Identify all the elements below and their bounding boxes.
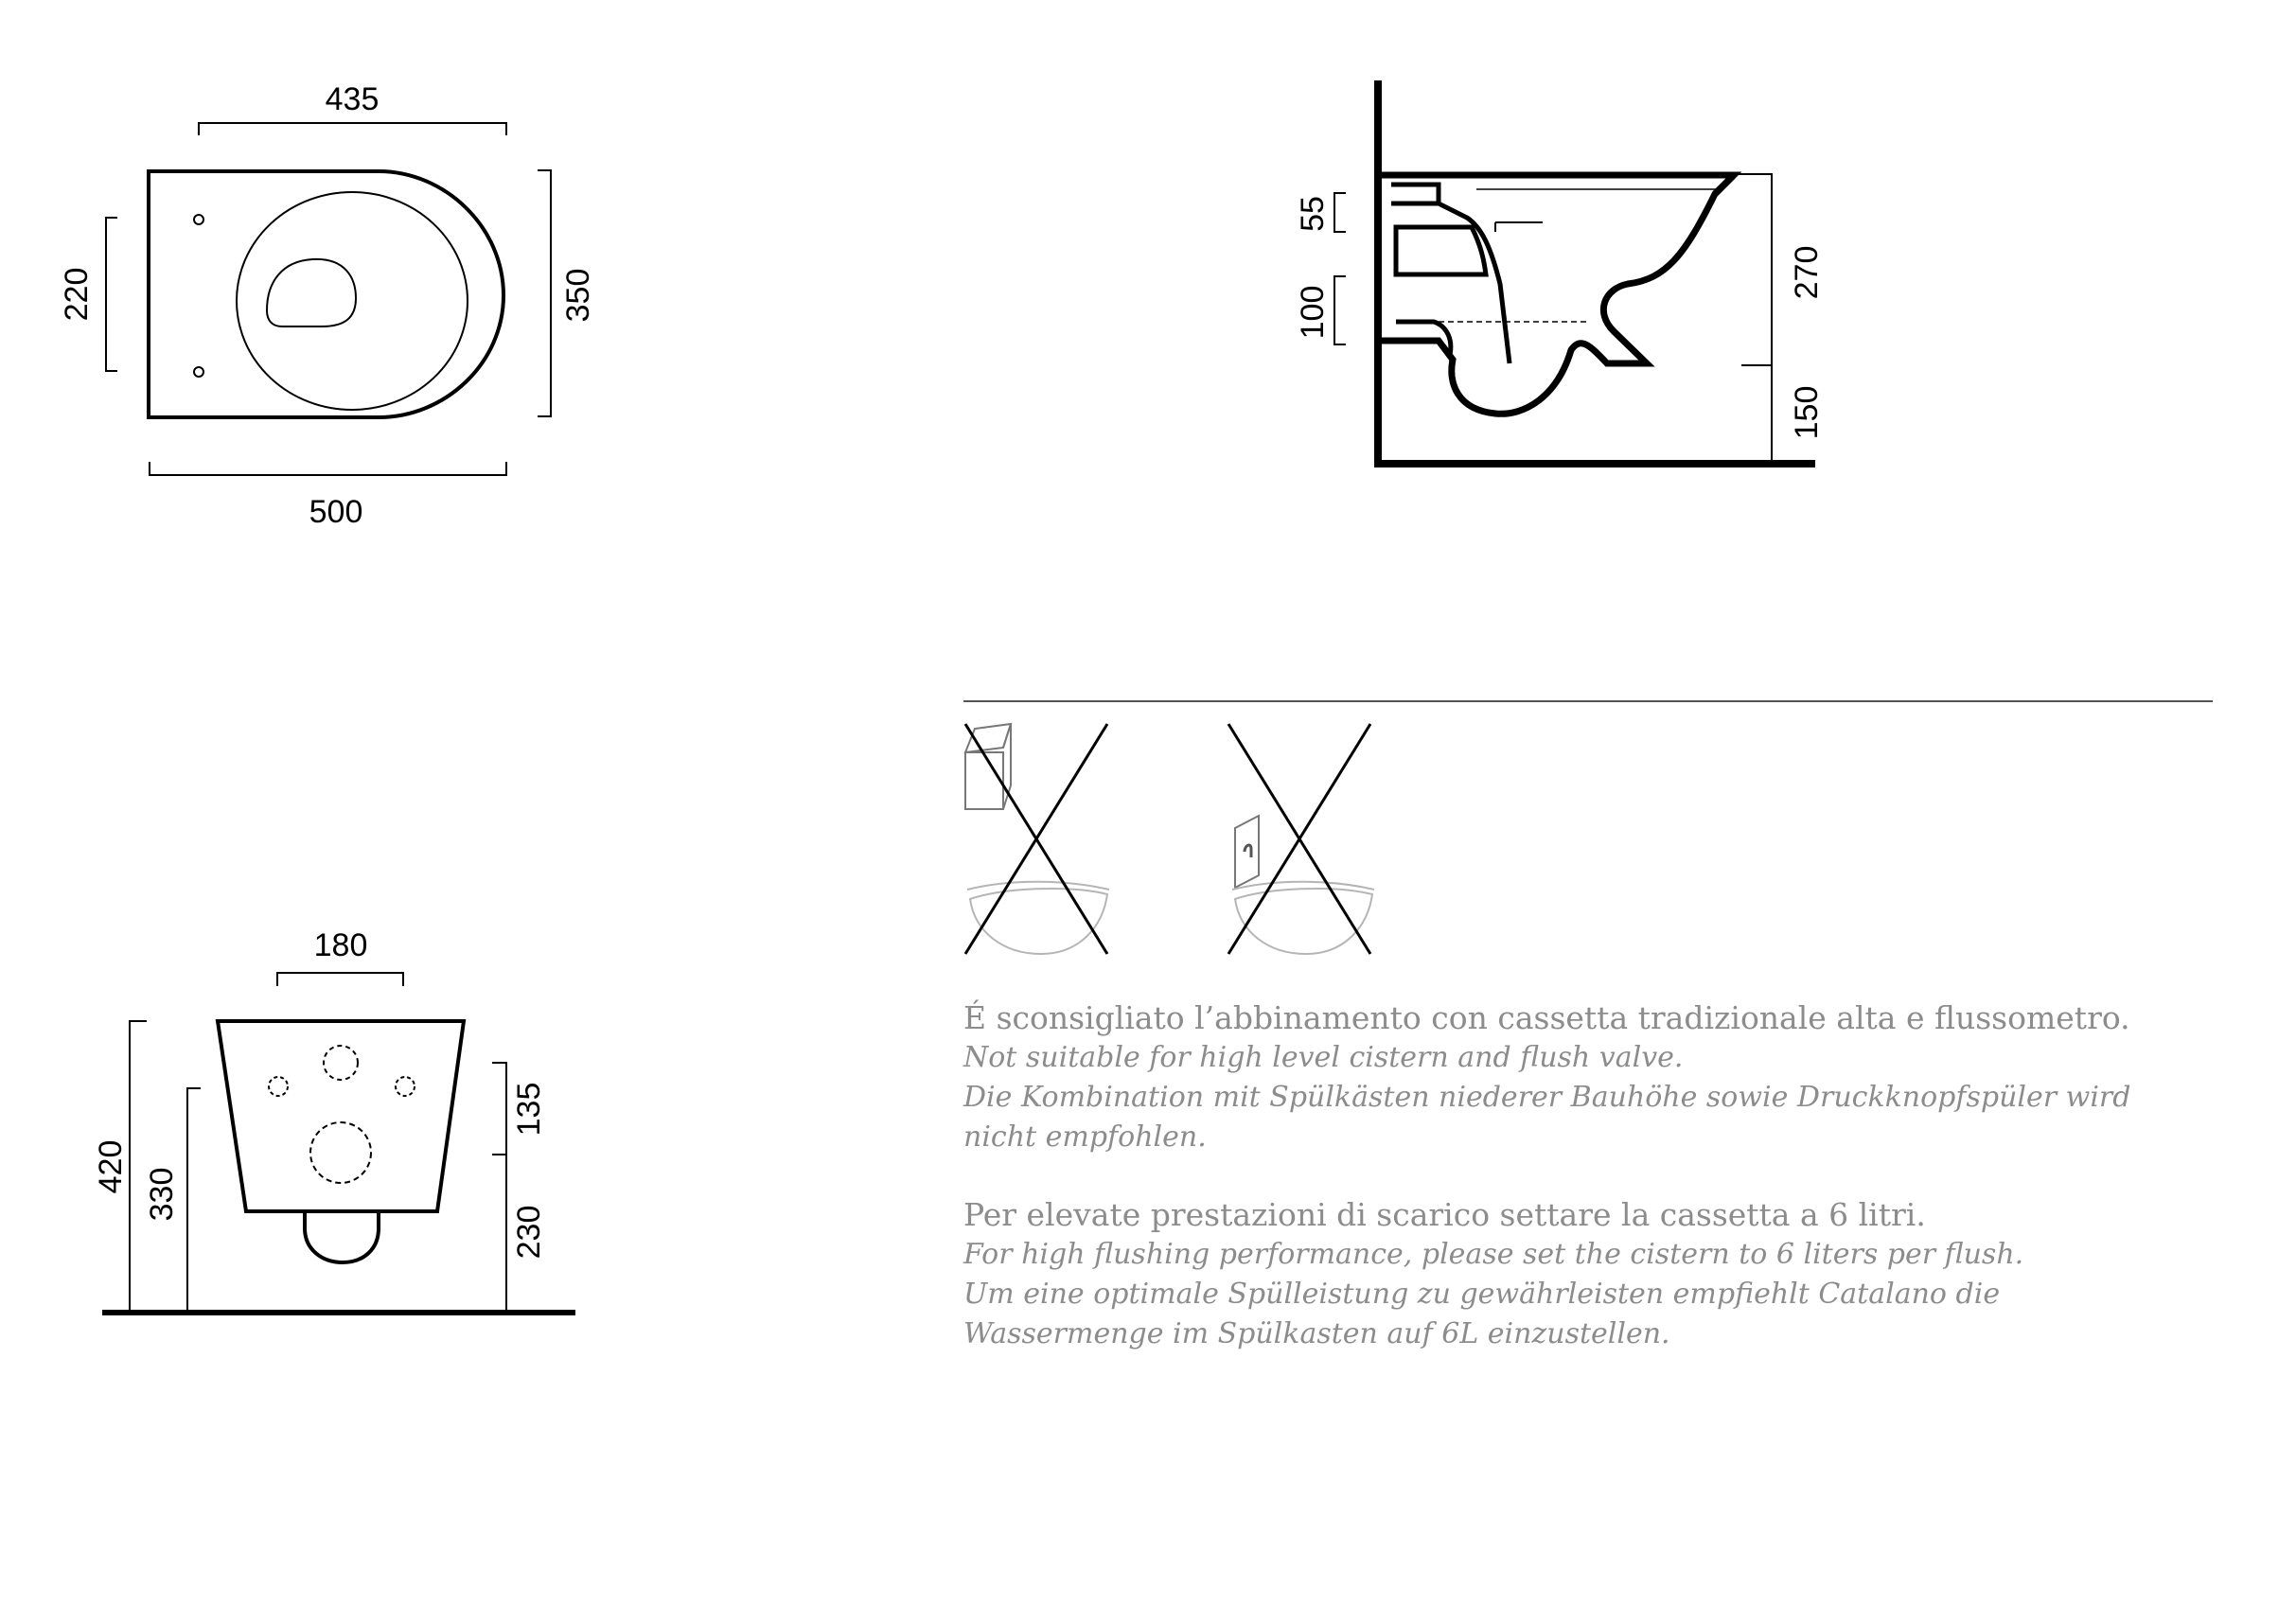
side-view xyxy=(1295,80,1825,464)
note-1-german-line-2: nicht empfohlen. xyxy=(963,1120,1207,1154)
dim-270: 270 xyxy=(1789,245,1825,300)
note-2-italian: Per elevate prestazioni di scarico settare la cassetta a 6 litri. xyxy=(963,1196,1926,1233)
seat-hole xyxy=(194,367,203,377)
bowl-outline xyxy=(149,171,503,417)
top-view xyxy=(59,81,596,530)
fixing-hole xyxy=(324,1046,358,1080)
dim-100: 100 xyxy=(1295,285,1331,340)
note-2-german-line-2: Wassermenge im Spülkasten auf 6L einzustellen. xyxy=(963,1317,1670,1350)
dim-420: 420 xyxy=(93,1139,129,1194)
note-2-english: For high flushing performance, please set the cistern to 6 liters per flush. xyxy=(963,1238,2024,1271)
dim-55: 55 xyxy=(1295,196,1331,232)
fixing-hole xyxy=(269,1077,288,1096)
bowl-opening xyxy=(267,259,356,326)
dim-180: 180 xyxy=(313,927,368,963)
dim-435: 435 xyxy=(325,81,380,117)
bowl-rim xyxy=(237,192,468,410)
note-1-italian: É sconsigliato l’abbinamento con cassetta tradizionale alta e flussometro. xyxy=(963,999,2130,1036)
dim-350: 350 xyxy=(560,268,596,323)
dim-230: 230 xyxy=(511,1205,547,1260)
dim-150: 150 xyxy=(1789,385,1825,440)
installation-notes xyxy=(963,998,2222,1354)
back-view xyxy=(93,927,575,1313)
note-2-german-line-1: Um eine optimale Spülleistung zu gewährleisten empfiehlt Catalano die xyxy=(963,1278,2001,1311)
note-1-english: Not suitable for high level cistern and flush valve. xyxy=(963,1041,1684,1074)
note-1-german-line-1: Die Kombination mit Spülkästen niederer Bauhöhe sowie Druckknopfspüler wird xyxy=(963,1081,2131,1114)
pan-profile xyxy=(1378,175,1734,414)
dim-500: 500 xyxy=(309,494,363,530)
notes-divider xyxy=(963,700,2213,702)
dim-220: 220 xyxy=(59,267,95,322)
dim-330: 330 xyxy=(144,1167,180,1222)
drain-hole xyxy=(310,1122,371,1183)
outlet xyxy=(305,1211,379,1262)
high-level-cistern-crossed-icon xyxy=(965,724,1109,954)
flush-valve-crossed-icon xyxy=(1228,724,1374,954)
seat-hole xyxy=(194,215,203,224)
dim-135: 135 xyxy=(511,1082,547,1137)
fixing-hole xyxy=(396,1077,415,1096)
